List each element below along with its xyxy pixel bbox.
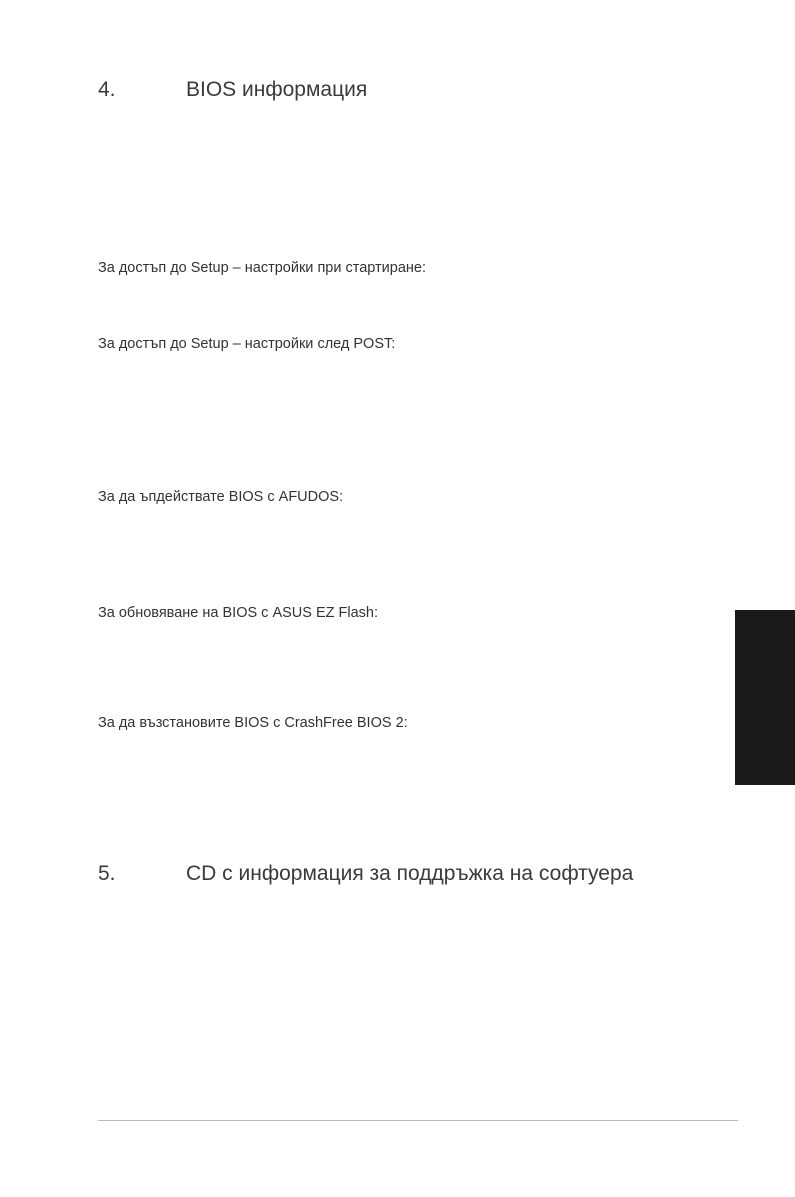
section-number: 4. [98, 78, 116, 101]
section-title: BIOS информация [186, 78, 368, 101]
section-title: CD с информация за поддръжка на софтуера [186, 862, 634, 885]
paragraph-update-bios-ez-flash: За обновяване на BIOS с ASUS EZ Flash: [98, 605, 379, 621]
section-heading-software-cd [98, 860, 658, 888]
paragraph-setup-after-post: За достъп до Setup – настройки след POST: [98, 336, 396, 352]
page-edge-tab-marker [735, 610, 795, 785]
paragraph-update-bios-afudos: За да ъпдействате BIOS с AFUDOS: [98, 489, 344, 505]
paragraph-restore-bios-crashfree: За да възстановите BIOS с CrashFree BIOS 2: [98, 715, 408, 731]
section-number: 5. [98, 862, 116, 885]
footer-divider [98, 1120, 738, 1121]
paragraph-setup-at-startup: За достъп до Setup – настройки при стартиране: [98, 260, 426, 276]
section-heading-bios [98, 76, 698, 104]
